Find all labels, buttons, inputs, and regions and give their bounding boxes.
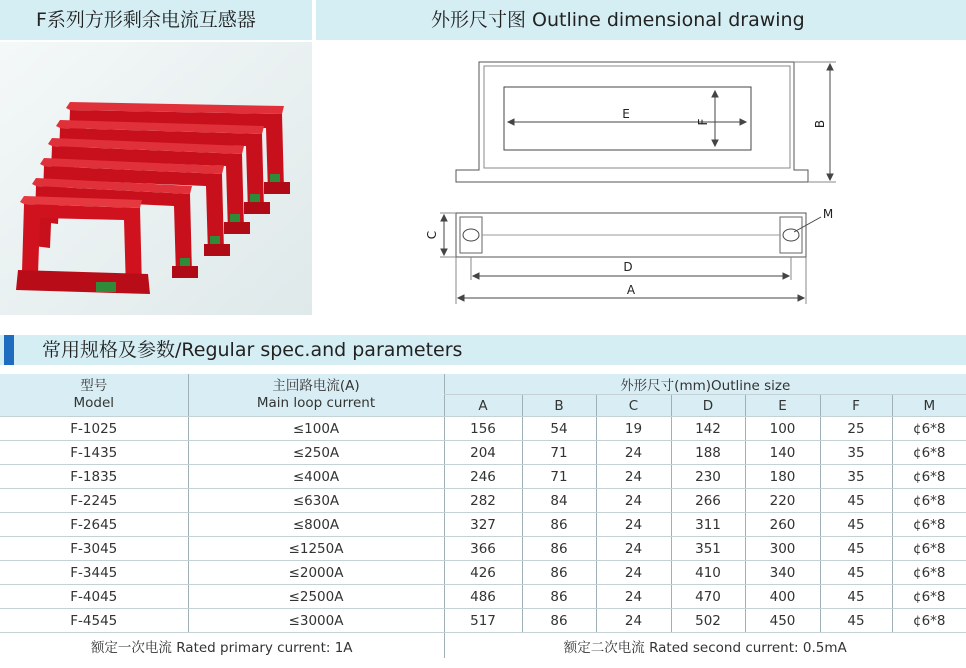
drawing-title-bar [316,0,966,40]
model-cell: F-1435 [0,441,188,465]
dim-cell-a: 426 [444,561,522,585]
dim-label-d: D [623,260,633,274]
table-row [0,585,966,609]
table-row [0,537,966,561]
dim-cell-m: ¢6*8 [892,585,966,609]
table-row [0,489,966,513]
dim-col-header: M [892,395,966,417]
model-cell: F-4545 [0,609,188,633]
dim-cell-b: 86 [522,609,596,633]
current-cell: ≤630A [188,489,444,513]
dim-cell-c: 24 [596,441,671,465]
dim-cell-f: 25 [820,417,892,441]
model-header-cn: 型号 [80,378,108,394]
table-row [0,465,966,489]
dim-cell-e: 400 [745,585,820,609]
table-row [0,441,966,465]
outline-drawing [316,42,966,315]
dim-label-f: F [696,118,710,126]
dim-cell-b: 84 [522,489,596,513]
dim-col-header: E [745,395,820,417]
dim-cell-a: 156 [444,417,522,441]
dim-cell-b: 86 [522,585,596,609]
size-header: 外形尺寸(mm)Outline size [444,374,966,395]
table-row [0,417,966,441]
current-cell: ≤250A [188,441,444,465]
dim-cell-e: 140 [745,441,820,465]
spec-table [0,374,966,658]
dim-cell-c: 24 [596,561,671,585]
model-header [0,374,188,417]
dim-cell-a: 366 [444,537,522,561]
dim-cell-d: 311 [671,513,745,537]
dim-col-header: C [596,395,671,417]
dim-label-c: C [425,230,439,240]
dim-cell-c: 19 [596,417,671,441]
dim-cell-m: ¢6*8 [892,417,966,441]
dim-cell-f: 45 [820,561,892,585]
model-cell: F-1835 [0,465,188,489]
footer-secondary-current: 额定二次电流 Rated second current: 0.5mA [444,633,966,659]
model-cell: F-2645 [0,513,188,537]
dim-cell-d: 266 [671,489,745,513]
dim-col-header: D [671,395,745,417]
dim-cell-d: 230 [671,465,745,489]
dim-label-a: A [626,283,636,297]
dim-cell-d: 410 [671,561,745,585]
table-header-row-1 [0,374,966,395]
dim-cell-c: 24 [596,513,671,537]
dim-cell-c: 24 [596,609,671,633]
dim-cell-a: 246 [444,465,522,489]
dim-cell-d: 502 [671,609,745,633]
dim-cell-f: 45 [820,609,892,633]
dimension-diagram [316,42,966,315]
dim-cell-e: 300 [745,537,820,561]
table-row [0,609,966,633]
dim-cell-f: 35 [820,441,892,465]
transformer-illustration [0,42,312,315]
model-cell: F-1025 [0,417,188,441]
dim-cell-c: 24 [596,465,671,489]
dim-cell-f: 45 [820,513,892,537]
dim-col-header: F [820,395,892,417]
dim-col-header: A [444,395,522,417]
dim-cell-a: 486 [444,585,522,609]
dim-label-m: M [822,207,834,221]
dim-cell-b: 54 [522,417,596,441]
dim-cell-m: ¢6*8 [892,609,966,633]
dim-cell-f: 35 [820,465,892,489]
dim-col-header: B [522,395,596,417]
dim-cell-e: 180 [745,465,820,489]
model-cell: F-3445 [0,561,188,585]
dim-cell-f: 45 [820,585,892,609]
model-header-en: Model [73,395,115,411]
current-header [188,374,444,417]
product-title: F系列方形剩余电流互感器 [36,9,256,31]
table-footer-row [0,633,966,659]
dim-cell-b: 71 [522,441,596,465]
current-cell: ≤400A [188,465,444,489]
current-cell: ≤100A [188,417,444,441]
dim-cell-e: 260 [745,513,820,537]
current-cell: ≤2000A [188,561,444,585]
dim-label-b: B [813,119,827,129]
section-accent-bar [4,335,14,365]
drawing-title: 外形尺寸图 Outline dimensional drawing [431,9,805,31]
dim-cell-f: 45 [820,489,892,513]
dim-cell-e: 450 [745,609,820,633]
table-row [0,561,966,585]
current-cell: ≤1250A [188,537,444,561]
footer-primary-current: 额定一次电流 Rated primary current: 1A [90,639,353,656]
model-cell: F-4045 [0,585,188,609]
product-photo [0,42,312,315]
dim-label-e: E [622,107,630,121]
dim-cell-m: ¢6*8 [892,441,966,465]
dim-cell-d: 142 [671,417,745,441]
dim-cell-c: 24 [596,537,671,561]
product-title-bar [0,0,312,40]
current-header-cn: 主回路电流(A) [272,378,360,394]
current-cell: ≤2500A [188,585,444,609]
dim-cell-f: 45 [820,537,892,561]
current-cell: ≤800A [188,513,444,537]
dim-cell-e: 340 [745,561,820,585]
dim-cell-b: 86 [522,513,596,537]
section-title: 常用规格及参数/Regular spec.and parameters [42,339,463,361]
dim-cell-c: 24 [596,489,671,513]
dim-cell-d: 351 [671,537,745,561]
table-row [0,513,966,537]
dim-cell-m: ¢6*8 [892,537,966,561]
dim-cell-m: ¢6*8 [892,561,966,585]
dim-cell-m: ¢6*8 [892,513,966,537]
dim-cell-a: 282 [444,489,522,513]
dim-cell-m: ¢6*8 [892,465,966,489]
current-cell: ≤3000A [188,609,444,633]
dim-cell-m: ¢6*8 [892,489,966,513]
dim-cell-a: 204 [444,441,522,465]
dim-cell-e: 220 [745,489,820,513]
dim-cell-a: 517 [444,609,522,633]
model-cell: F-2245 [0,489,188,513]
dim-cell-d: 470 [671,585,745,609]
current-header-en: Main loop current [256,395,376,411]
dim-cell-d: 188 [671,441,745,465]
dim-cell-b: 86 [522,537,596,561]
dim-cell-a: 327 [444,513,522,537]
dim-cell-e: 100 [745,417,820,441]
dim-cell-b: 71 [522,465,596,489]
dim-cell-c: 24 [596,585,671,609]
model-cell: F-3045 [0,537,188,561]
dim-cell-b: 86 [522,561,596,585]
